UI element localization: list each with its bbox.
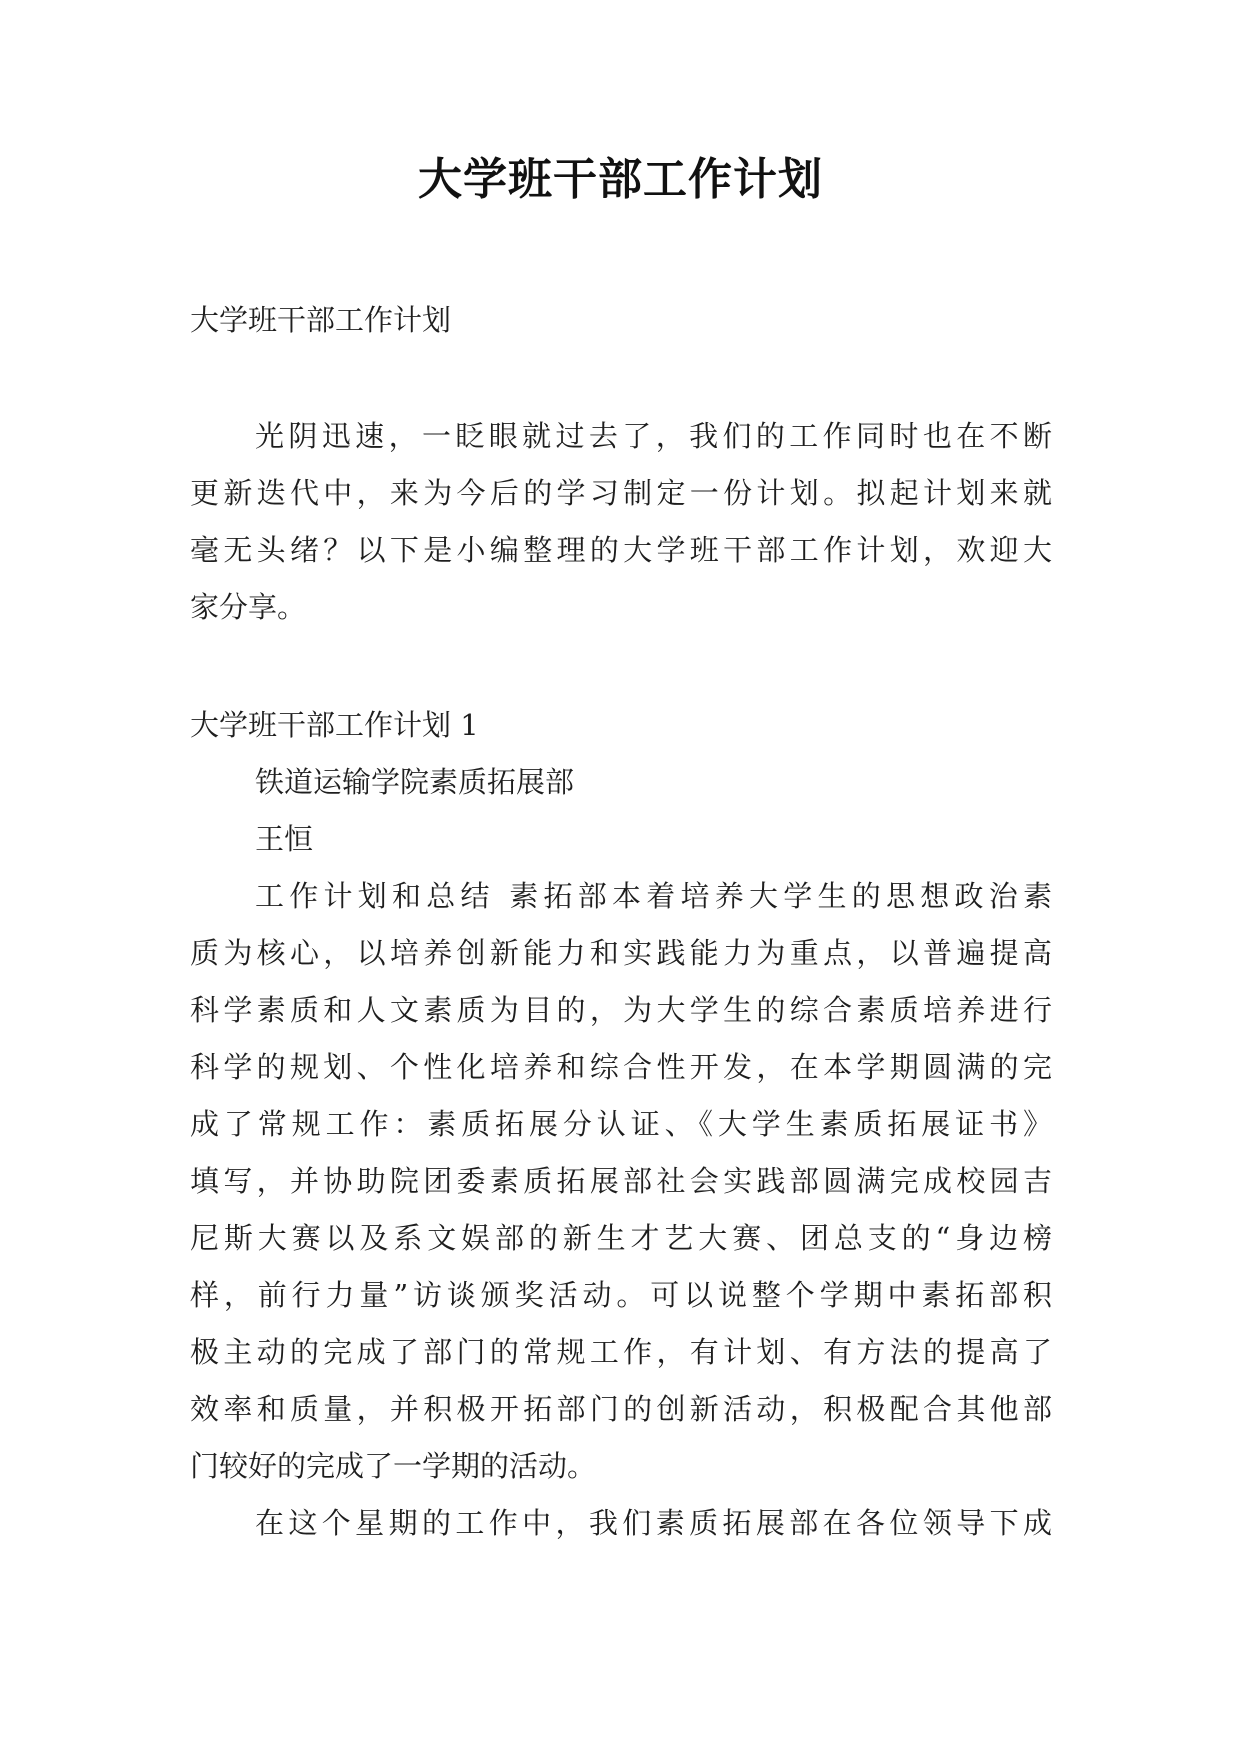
subtitle-text: 大学班干部工作计划 xyxy=(190,303,452,337)
paragraph-line: 样，前行力量”访谈颁奖活动。可以说整个学期中素拓部积 xyxy=(190,1278,1052,1312)
paragraph-line: 科学素质和人文素质为目的，为大学生的综合素质培养进行 xyxy=(190,993,1052,1027)
intro-line: 更新迭代中，来为今后的学习制定一份计划。拟起计划来就 xyxy=(190,476,1052,510)
paragraph-line: 尼斯大赛以及系文娱部的新生才艺大赛、团总支的“身边榜 xyxy=(190,1221,1052,1255)
intro-paragraph xyxy=(190,408,1052,636)
paragraph-line: 在这个星期的工作中，我们素质拓展部在各位领导下成 xyxy=(255,1506,1052,1540)
paragraph-line: 门较好的完成了一学期的活动。 xyxy=(190,1449,597,1483)
intro-line: 毫无头绪？以下是小编整理的大学班干部工作计划，欢迎大 xyxy=(190,533,1052,567)
section-1 xyxy=(190,697,1052,1552)
paragraph-line: 质为核心，以培养创新能力和实践能力为重点，以普遍提高 xyxy=(190,936,1052,970)
document-subtitle xyxy=(190,292,1052,349)
paragraph-line: 工作计划和总结 素拓部本着培养大学生的思想政治素 xyxy=(255,879,1052,913)
paragraph-line: 填写，并协助院团委素质拓展部社会实践部圆满完成校园吉 xyxy=(190,1164,1052,1198)
department-line: 铁道运输学院素质拓展部 xyxy=(255,765,575,799)
intro-line: 光阴迅速，一眨眼就过去了，我们的工作同时也在不断 xyxy=(255,419,1052,453)
paragraph-line: 极主动的完成了部门的常规工作，有计划、有方法的提高了 xyxy=(190,1335,1052,1369)
paragraph-line: 效率和质量，并积极开拓部门的创新活动，积极配合其他部 xyxy=(190,1392,1052,1426)
section-heading: 大学班干部工作计划 1 xyxy=(190,708,479,742)
paragraph-line: 科学的规划、个性化培养和综合性开发，在本学期圆满的完 xyxy=(190,1050,1052,1084)
paragraph-line: 成了常规工作：素质拓展分认证、《大学生素质拓展证书》 xyxy=(190,1107,1052,1141)
intro-line: 家分享。 xyxy=(190,590,307,624)
author-line: 王恒 xyxy=(255,822,314,856)
document-title: 大学班干部工作计划 xyxy=(418,154,823,205)
